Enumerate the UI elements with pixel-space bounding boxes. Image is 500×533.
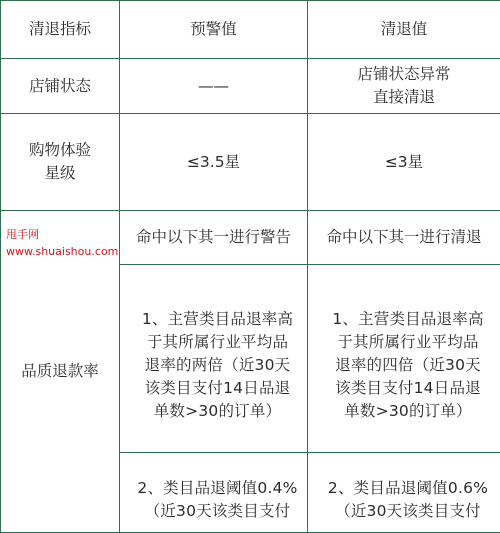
header-clearance-value: 清退值 <box>308 1 500 59</box>
table-row <box>1 59 500 114</box>
refund-rate-label: 品质退款率 <box>1 211 120 533</box>
text-line: 该类目支付14日品退 <box>324 377 492 400</box>
header-warning-value: 预警值 <box>120 1 308 59</box>
text-line: 单数>30的订单） <box>324 400 492 423</box>
text-line: （近30天该类目支付 <box>324 500 492 523</box>
refund-item1-warning <box>120 265 308 453</box>
watermark-url: www.shuaishou.com <box>6 243 118 260</box>
rating-warning: ≤3.5星 <box>120 114 308 211</box>
watermark <box>6 226 118 260</box>
text-line: 2、类目品退阈值0.6% <box>324 477 492 500</box>
rating-label-line: 购物体验 <box>1 139 119 162</box>
rating-label <box>1 114 120 211</box>
text-line: （近30天该类目支付 <box>136 500 299 523</box>
store-status-clearance-line: 直接清退 <box>308 86 500 109</box>
store-status-clearance <box>308 59 500 114</box>
store-status-label: 店铺状态 <box>1 59 120 114</box>
rating-label-line: 星级 <box>1 162 119 185</box>
text-line: 于其所属行业平均品 <box>136 331 299 354</box>
store-status-clearance-line: 店铺状态异常 <box>308 63 500 86</box>
hit-clearance: 命中以下其一进行清退 <box>308 211 500 265</box>
header-indicator: 清退指标 <box>1 1 120 59</box>
watermark-brand: 甩手网 <box>6 226 118 243</box>
refund-item1-clearance <box>308 265 500 453</box>
text-line: 退率的四倍（近30天 <box>324 354 492 377</box>
text-line: 2、类目品退阈值0.4% <box>136 477 299 500</box>
text-line: 1、主营类目品退率高 <box>324 308 492 331</box>
store-status-warning: —— <box>120 59 308 114</box>
table-row <box>1 114 500 211</box>
text-line: 该类目支付14日品退 <box>136 377 299 400</box>
text-line: 1、主营类目品退率高 <box>136 308 299 331</box>
table-header-row <box>1 1 500 59</box>
refund-item2-clearance <box>308 453 500 533</box>
text-line: 单数>30的订单） <box>136 400 299 423</box>
refund-item2-warning <box>120 453 308 533</box>
text-line: 于其所属行业平均品 <box>324 331 492 354</box>
hit-warning: 命中以下其一进行警告 <box>120 211 308 265</box>
text-line: 退率的两倍（近30天 <box>136 354 299 377</box>
rating-clearance: ≤3星 <box>308 114 500 211</box>
